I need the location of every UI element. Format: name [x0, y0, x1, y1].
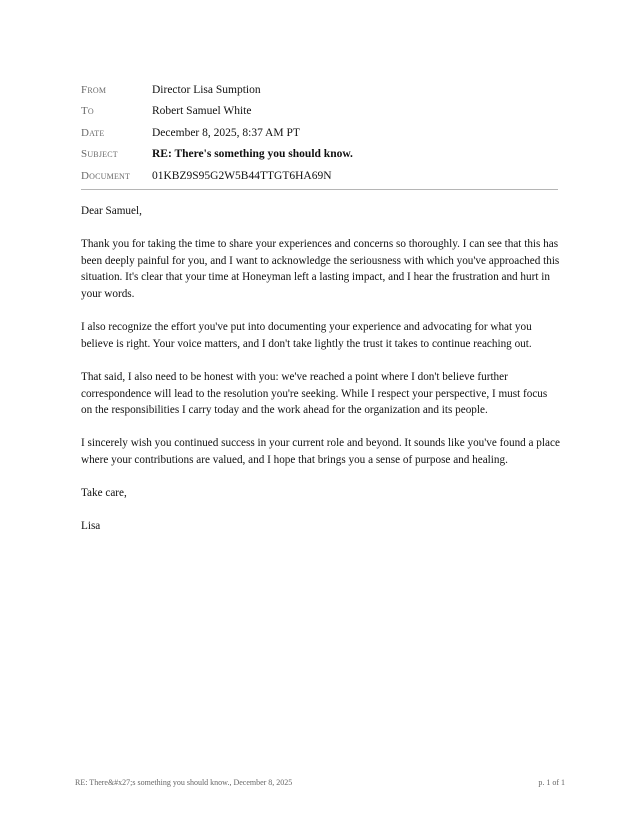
signature: Lisa	[81, 520, 101, 533]
to-value: Robert Samuel White	[152, 105, 252, 118]
letter-paragraph: Thank you for taking the time to share your experiences and concerns so thoroughly. I can see that this has been deeply painful for you, and I want to acknowledge the seriousness with which you've approached this situation. It's clear that your time at Honeyman left a lasting impact, and I hear the frustration and hurt in your words.	[81, 238, 560, 300]
salutation: Dear Samuel,	[81, 205, 142, 217]
header-divider	[81, 189, 558, 190]
to-label: To	[81, 105, 94, 118]
letter-body	[81, 203, 561, 551]
from-row	[81, 80, 558, 101]
document-row	[81, 166, 558, 187]
date-row	[81, 123, 558, 144]
document-id-value: 01KBZ9S95G2W5B44TTGT6HA69N	[152, 169, 332, 182]
letter-paragraph: That said, I also need to be honest with you: we've reached a point where I don't believe further correspondence will lead to the resolution you're seeking. While I respect your perspective, I must focus on the responsibilities I carry today and the work ahead for the organization and its people.	[81, 370, 548, 417]
page-number: p. 1 of 1	[538, 778, 565, 787]
to-row	[81, 101, 558, 122]
footer-title: RE: There&#x27;s something you should know., December 8, 2025	[75, 778, 293, 787]
closing: Take care,	[81, 487, 127, 500]
letter-paragraph: I also recognize the effort you've put into documenting your experience and advocating for what you believe is right. Your voice matters, and I don't take lightly the trust it takes to continue reaching out.	[81, 321, 532, 350]
document-label: Document	[81, 169, 131, 182]
subject-row	[81, 144, 558, 165]
letter-paragraph: I sincerely wish you continued success in your current role and beyond. It sounds like you've found a place where your contributions are valued, and I hope that brings you a sense of purpose and healing.	[81, 437, 560, 466]
email-header	[81, 80, 558, 187]
date-label: Date	[81, 126, 105, 139]
subject-value: RE: There's something you should know.	[152, 148, 353, 161]
date-value: December 8, 2025, 8:37 AM PT	[152, 126, 300, 139]
from-value: Director Lisa Sumption	[152, 84, 261, 96]
subject-label: Subject	[81, 148, 118, 161]
from-label: From	[81, 84, 107, 96]
